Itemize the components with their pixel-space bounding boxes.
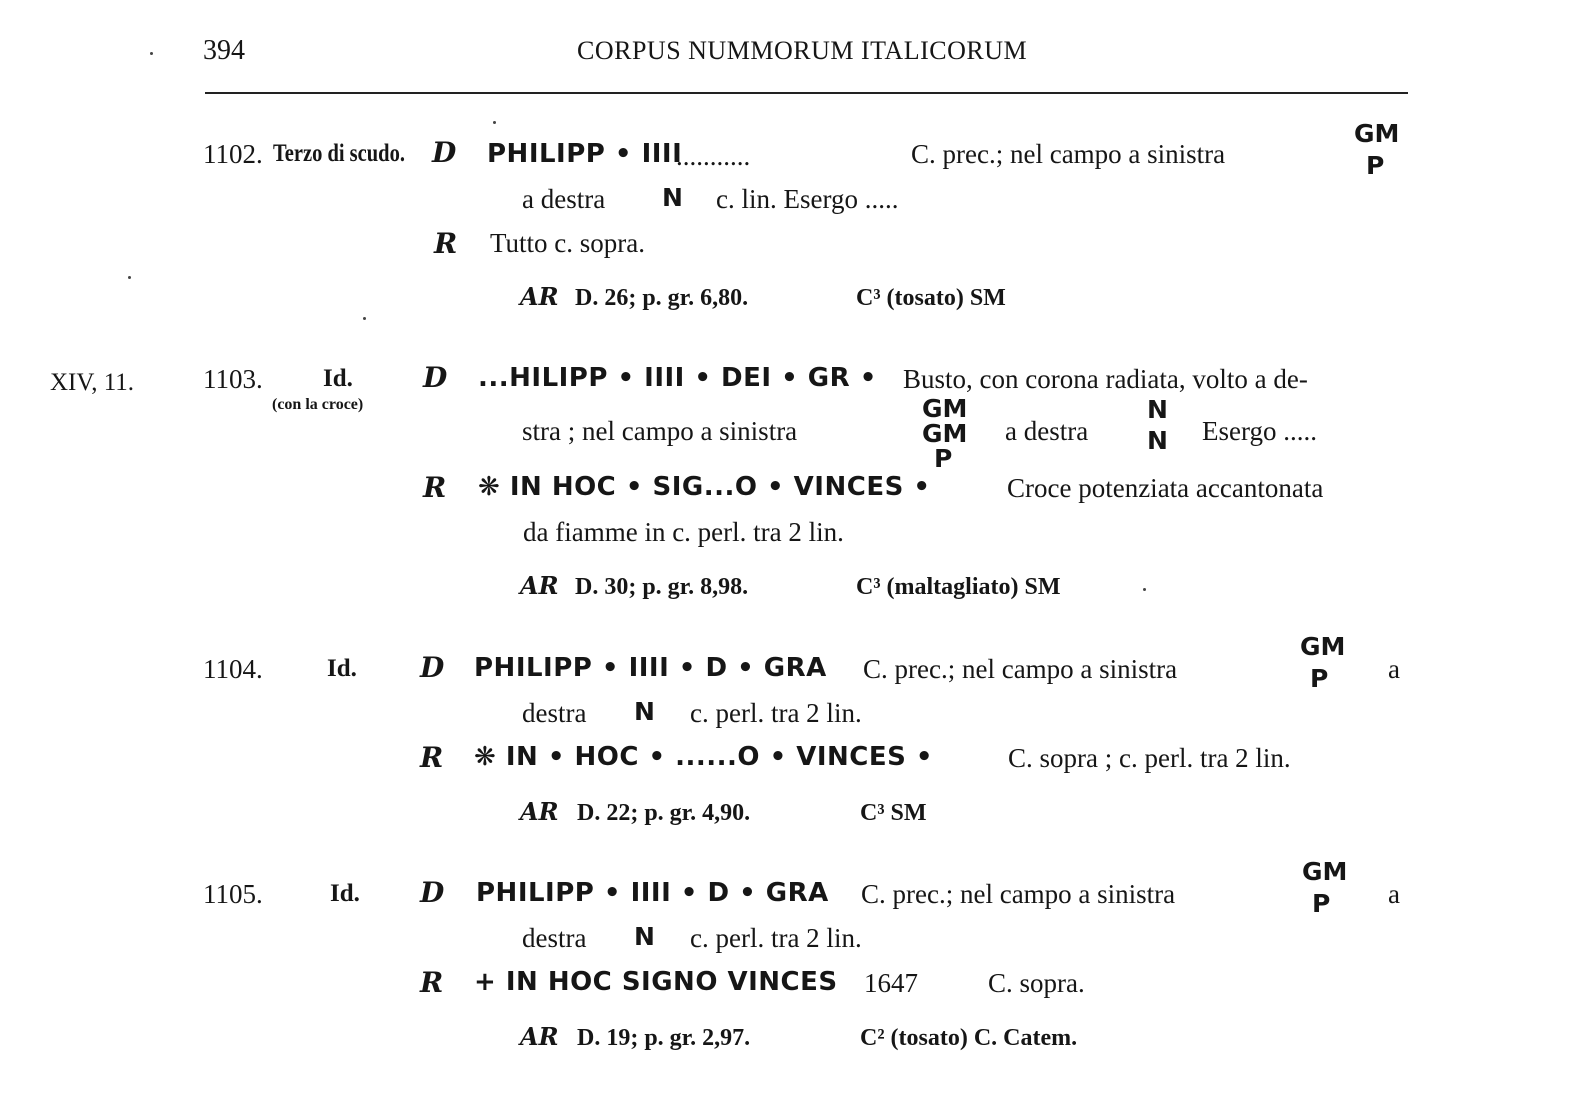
- reverse-legend: ❋ IN • HOC • ......O • VINCES •: [474, 742, 934, 772]
- obverse-symbol: D: [420, 651, 445, 684]
- metal-symbol: AR: [520, 1022, 559, 1051]
- obverse-description: c. perl. tra 2 lin.: [690, 923, 862, 953]
- speck: [493, 121, 496, 124]
- denomination: Id.: [323, 365, 353, 392]
- rarity-collection: C³ (tosato) SM: [856, 285, 1006, 311]
- field-mark-n: N: [634, 697, 655, 726]
- metal-symbol: AR: [520, 797, 559, 826]
- field-mark-p: P: [1312, 889, 1331, 918]
- entry-number: 1105.: [203, 879, 263, 909]
- obverse-description: a: [1388, 654, 1400, 684]
- speck: [1143, 588, 1146, 591]
- field-mark-n: N: [1147, 395, 1168, 424]
- dimensions-weight: D. 30; p. gr. 8,98.: [575, 574, 749, 600]
- rarity-collection: C³ (maltagliato) SM: [856, 574, 1061, 600]
- reverse-symbol: R: [423, 471, 447, 504]
- reverse-description: Croce potenziata accantonata: [1007, 473, 1324, 503]
- dimensions-weight: D. 26; p. gr. 6,80.: [575, 285, 749, 311]
- denomination: Id.: [327, 655, 357, 682]
- entry-number: 1102.: [203, 139, 263, 169]
- speck: [363, 317, 366, 320]
- obverse-description: C. prec.; nel campo a sinistra: [863, 654, 1178, 684]
- header-rule: [205, 92, 1408, 94]
- obverse-description: destra: [522, 698, 587, 728]
- rarity-collection: C² (tosato) C. Catem.: [860, 1025, 1078, 1051]
- obverse-description: a destra: [522, 184, 606, 214]
- reverse-description: C. sopra.: [988, 968, 1085, 998]
- obverse-legend: PHILIPP • IIII • D • GRA: [474, 653, 827, 683]
- reverse-symbol: R: [434, 227, 458, 260]
- obverse-description: C. prec.; nel campo a sinistra: [861, 879, 1176, 909]
- dimensions-weight: D. 19; p. gr. 2,97.: [577, 1025, 751, 1051]
- field-mark-p: P: [934, 444, 953, 473]
- metal-symbol: AR: [520, 571, 559, 600]
- metal-symbol: AR: [520, 282, 559, 311]
- obverse-description: c. perl. tra 2 lin.: [690, 698, 862, 728]
- plate-reference: XIV, 11.: [50, 369, 135, 396]
- reverse-description: Tutto c. sopra.: [490, 228, 646, 258]
- field-mark-n: N: [634, 922, 655, 951]
- rarity-collection: C³ SM: [860, 800, 927, 826]
- dimensions-weight: D. 22; p. gr. 4,90.: [577, 800, 751, 826]
- obverse-description: c. lin. Esergo .....: [716, 184, 899, 214]
- obverse-description: destra: [522, 923, 587, 953]
- reverse-legend: + IN HOC SIGNO VINCES: [474, 967, 838, 997]
- obverse-description: stra ; nel campo a sinistra: [522, 416, 798, 446]
- field-mark-p: P: [1310, 664, 1329, 693]
- obverse-symbol: D: [432, 136, 457, 169]
- obverse-legend: PHILIPP • IIII: [487, 139, 683, 169]
- denomination-note: (con la croce): [272, 396, 364, 413]
- legend-trail: ...........: [676, 141, 751, 171]
- field-mark-n: N: [662, 183, 683, 212]
- obverse-description: C. prec.; nel campo a sinistra: [911, 139, 1226, 169]
- denomination: Terzo di scudo.: [273, 140, 405, 167]
- field-mark-gm: GM: [922, 419, 968, 448]
- entry-number: 1104.: [203, 654, 263, 684]
- reverse-symbol: R: [420, 966, 444, 999]
- denomination: Id.: [330, 880, 360, 907]
- reverse-description: da fiamme in c. perl. tra 2 lin.: [523, 517, 844, 547]
- reverse-legend: ❋ IN HOC • SIG...O • VINCES •: [478, 472, 931, 502]
- entry-number: 1103.: [203, 364, 263, 394]
- reverse-year: 1647: [864, 968, 918, 998]
- reverse-description: C. sopra ; c. perl. tra 2 lin.: [1008, 743, 1291, 773]
- obverse-legend: PHILIPP • IIII • D • GRA: [476, 878, 829, 908]
- speck: [150, 52, 153, 55]
- field-mark-gm: GM: [1300, 632, 1346, 661]
- obverse-description: a: [1388, 879, 1400, 909]
- field-mark-p: P: [1366, 151, 1385, 180]
- running-title: CORPUS NUMMORUM ITALICORUM: [577, 36, 1028, 65]
- obverse-legend: ...HILIPP • IIII • DEI • GR •: [478, 363, 877, 393]
- field-mark-n: N: [1147, 426, 1168, 455]
- obverse-description: a destra: [1005, 416, 1089, 446]
- obverse-description: Busto, con corona radiata, volto a de-: [903, 364, 1308, 394]
- obverse-symbol: D: [423, 361, 448, 394]
- reverse-symbol: R: [420, 741, 444, 774]
- field-mark-gm: GM: [922, 394, 968, 423]
- page-number: 394: [203, 35, 245, 66]
- field-mark-gm: GM: [1354, 119, 1400, 148]
- speck: [128, 276, 131, 279]
- field-mark-gm: GM: [1302, 857, 1348, 886]
- obverse-symbol: D: [420, 876, 445, 909]
- obverse-description: Esergo .....: [1202, 416, 1317, 446]
